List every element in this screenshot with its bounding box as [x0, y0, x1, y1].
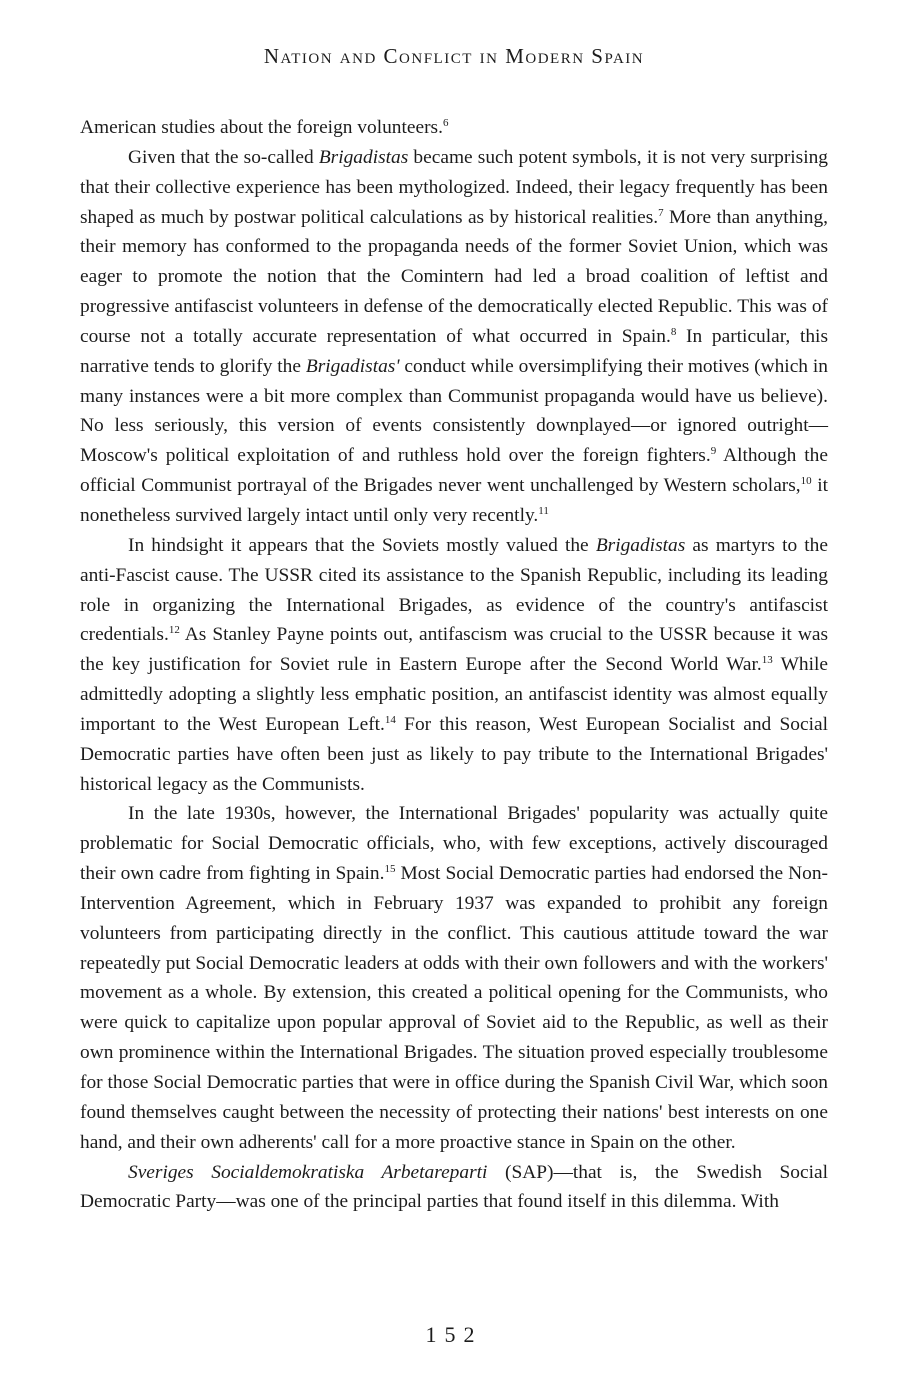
footnote-ref: 11	[538, 504, 549, 517]
footnote-ref: 13	[761, 654, 773, 667]
footnote-ref: 14	[384, 713, 396, 726]
footnote-ref: 10	[800, 475, 812, 488]
footnote-ref: 15	[384, 863, 396, 876]
page-number: 152	[425, 1322, 483, 1347]
paragraph: Given that the so-called Brigadistas became such potent symbols, it is not very surprising that their collective experience has been mythologized. Indeed, their legacy frequently has been shaped as much by postwar political calculations as by historical realities.$^7$ More than anything, their memory has conformed to the propaganda needs of the former Soviet Union, which was eager to promote the notion that the Comintern had led a broad coalition of leftist and progressive antifascist volunteers in defense of the democratically elected Republic. This was of course not a totally accurate representation of what occurred in Spain.$^8$ In particular, this narrative tends to glorify the Brigadistas' conduct while oversimplifying their motives (which in many instances were a bit more complex than Communist propaganda would have us believe). No less seriously, this version of events consistently downplayed—or ignored outright—Moscow's political exploitation of and ruthless hold over the foreign fighters.$^9$ Although the official Communist portrayal of the Brigades never went unchallenged by Western scholars,$^{10}$ it nonetheless survived largely intact until only very recently.$^{11}$	[80, 146, 829, 526]
running-header: Nation and Conflict in Modern Spain	[263, 44, 645, 68]
footnote-ref: 12	[168, 624, 180, 637]
paragraph: Sveriges Socialdemokratiska Arbetareparti (SAP)—that is, the Swedish Social Democratic Party—was one of the principal parties that found itself in this dilemma. With	[80, 1161, 828, 1213]
footnote-ref: 6	[442, 117, 449, 129]
paragraph: In hindsight it appears that the Soviets mostly valued the Brigadistas as martyrs to the anti-Fascist cause. The USSR cited its assistance to the Spanish Republic, including its leading role in organizing the International Brigades, as evidence of the country's antifascist credentials.$^{12}$ As Stanley Payne points out, antifascism was crucial to the USSR because it was the key justification for Soviet rule in Eastern Europe after the Second World War.$^{13}$ While admittedly adopting a slightly less emphatic position, an antifascist identity was almost equally important to the West European Left.$^{14}$ For this reason, West European Socialist and Social Democratic parties have often been just as likely to pay tribute to the International Brigades' historical legacy as the Communists.	[80, 534, 828, 795]
paragraph: In the late 1930s, however, the International Brigades' popularity was actually quite problematic for Social Democratic officials, who, with few exceptions, actively discouraged their own cadre from fighting in Spain.$^{15}$ Most Social Democratic parties had endorsed the Non-Intervention Agreement, which in February 1937 was expanded to prohibit any foreign volunteers from participating directly in the conflict. This cautious attitude toward the war repeatedly put Social Democratic leaders at odds with their own followers and with the workers' movement as a whole. By extension, this created a political opening for the Communists, who were quick to capitalize upon popular approval of Soviet aid to the Republic, as well as their own prominence within the International Brigades. The situation proved especially troublesome for those Social Democratic parties that were in office during the Spanish Civil War, which soon found themselves caught between the necessity of protecting their nations' best interests on one hand, and their own adherents' call for a more proactive stance in Spain on the other.	[80, 803, 828, 1153]
footnote-ref: 9	[710, 445, 717, 458]
footnote-ref: 7	[658, 206, 664, 219]
footnote-ref: 8	[670, 325, 677, 338]
body-text	[80, 113, 828, 1217]
paragraph: American studies about the foreign volunteers.$^6$	[80, 117, 449, 138]
